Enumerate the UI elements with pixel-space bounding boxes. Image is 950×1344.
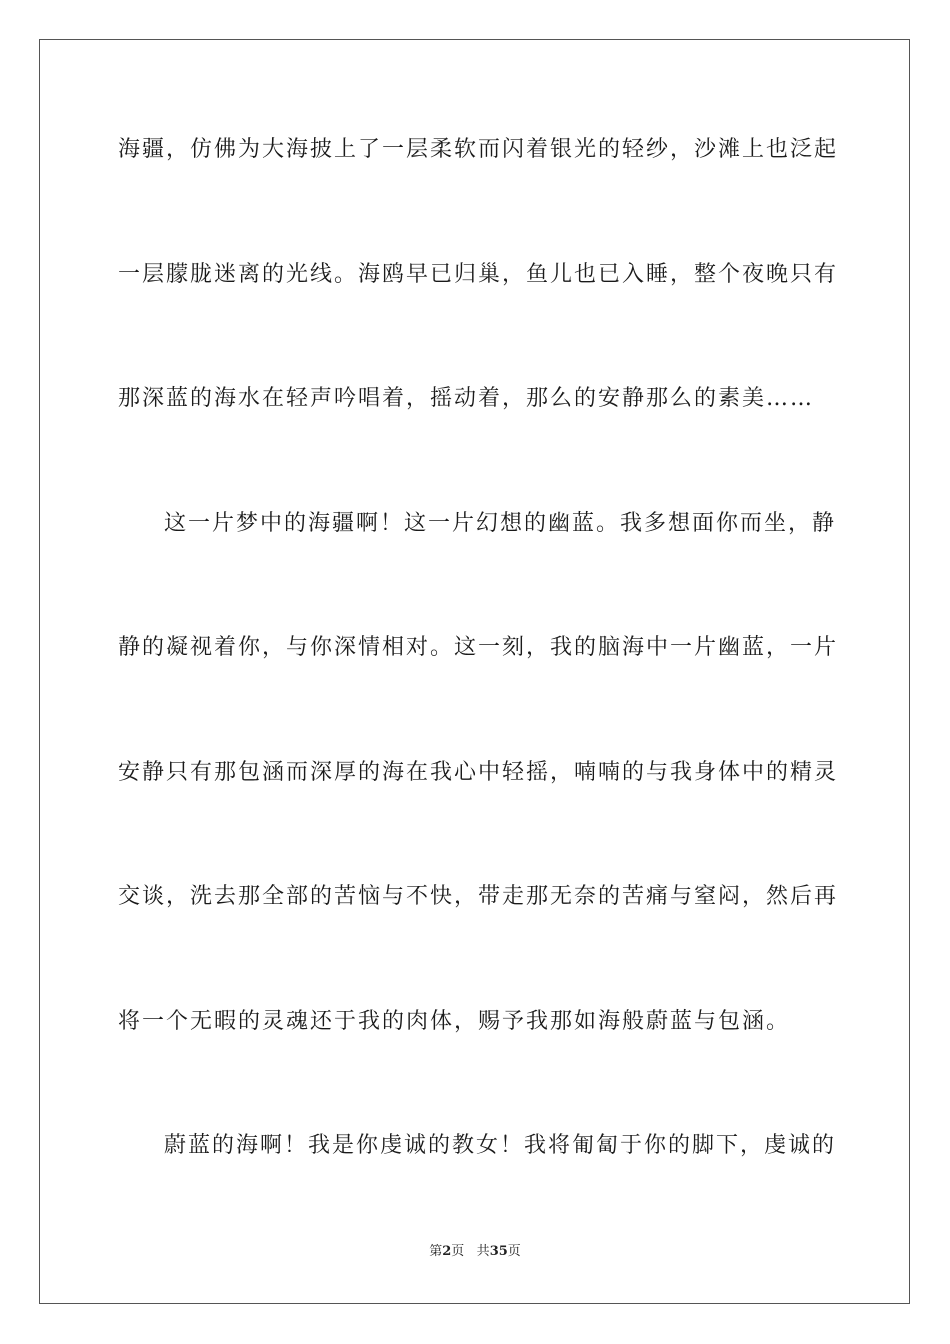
paragraph-first-line: 蔚蓝的海啊！我是你虔诚的教女！我将匍匐于你的脚下，虔诚的 bbox=[164, 1133, 837, 1158]
text-line: 海疆，仿佛为大海披上了一层柔软而闪着银光的轻纱，沙滩上也泛起 bbox=[118, 137, 839, 162]
total-prefix: 共 bbox=[476, 1244, 490, 1259]
page-footer bbox=[0, 1243, 950, 1261]
text-line: 将一个无暇的灵魂还于我的肉体，赐予我那如海般蔚蓝与包涵。 bbox=[118, 1009, 791, 1034]
page-border bbox=[39, 39, 910, 1304]
text-line: 静的凝视着你，与你深情相对。这一刻，我的脑海中一片幽蓝，一片 bbox=[118, 635, 839, 660]
page-prefix: 第 bbox=[429, 1244, 443, 1259]
page-suffix: 页 bbox=[451, 1244, 465, 1259]
total-pages: 35 bbox=[489, 1244, 508, 1259]
text-line: 那深蓝的海水在轻声吟唱着，摇动着，那么的安静那么的素美…… bbox=[118, 386, 815, 411]
text-line: 一层朦胧迷离的光线。海鸥早已归巢，鱼儿也已入睡，整个夜晚只有 bbox=[118, 262, 839, 287]
total-suffix: 页 bbox=[507, 1244, 521, 1259]
text-line: 交谈，洗去那全部的苦恼与不快，带走那无奈的苦痛与窒闷，然后再 bbox=[118, 884, 839, 909]
paragraph-first-line: 这一片梦中的海疆啊！这一片幻想的幽蓝。我多想面你而坐，静 bbox=[164, 511, 837, 536]
page-number: 2 bbox=[442, 1244, 452, 1259]
text-line: 安静只有那包涵而深厚的海在我心中轻摇，喃喃的与我身体中的精灵 bbox=[118, 760, 839, 785]
